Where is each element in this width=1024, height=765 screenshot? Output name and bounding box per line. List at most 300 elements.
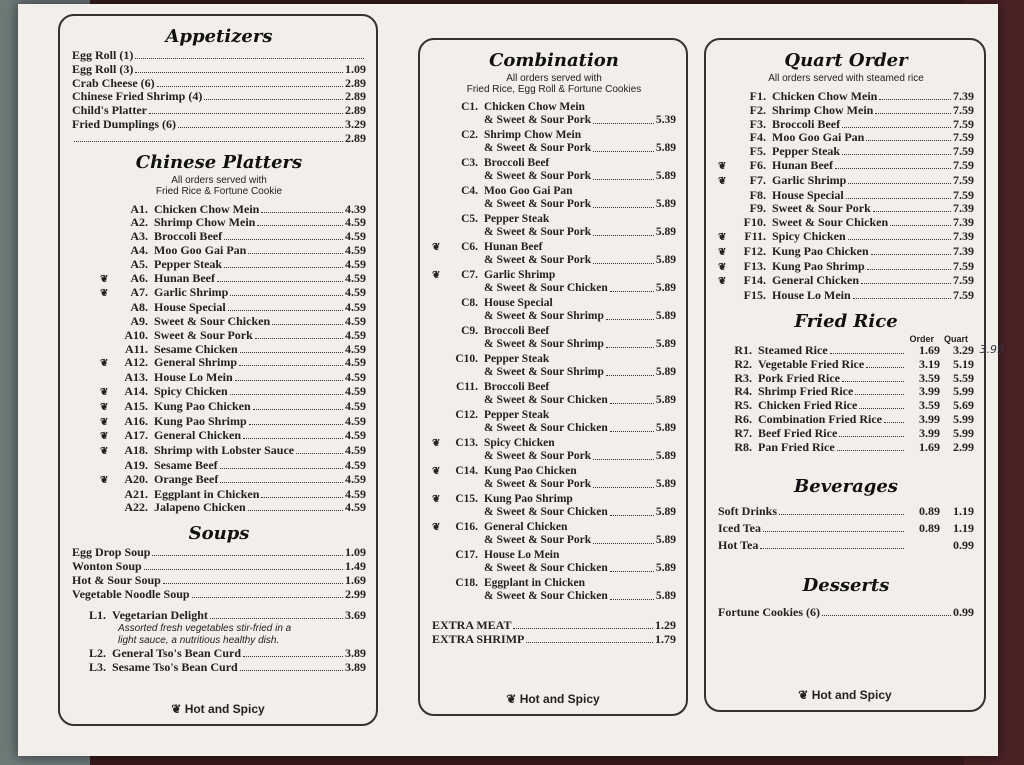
dot-leader	[135, 58, 364, 59]
item-price: 1.49	[345, 558, 366, 573]
item-code: A12.	[124, 355, 148, 370]
menu-item	[100, 459, 366, 473]
item-name: Combination Fried Rice	[758, 411, 882, 426]
dot-leader	[239, 365, 343, 366]
item-name: Vegetarian Delight	[112, 608, 208, 623]
handwritten-note: 3.99	[979, 343, 1004, 356]
fried-rice-title: Fried Rice	[794, 310, 898, 332]
dot-leader	[144, 569, 343, 570]
item-price: 3.89	[345, 659, 366, 674]
menu-item	[718, 505, 974, 519]
item-price: 2.89	[345, 89, 366, 104]
item-price: 7.39	[953, 89, 974, 103]
item-code: C13.	[455, 437, 478, 449]
item-code: L2.	[88, 646, 106, 661]
pepper-icon: ❦	[100, 386, 109, 398]
dot-leader	[249, 424, 343, 425]
item-price: 2.89	[345, 103, 366, 118]
menu-item	[718, 344, 974, 358]
item-code: C10.	[455, 353, 478, 365]
dot-leader	[526, 642, 653, 643]
item-name: Orange Beef	[154, 471, 219, 486]
dot-leader	[884, 422, 904, 423]
combo-line-main	[432, 325, 676, 338]
pepper-icon: ❦	[100, 474, 109, 486]
item-code: F15.	[743, 288, 766, 303]
item-name: Egg Roll (1)	[72, 48, 134, 62]
item-price: 7.59	[953, 172, 974, 187]
item-name: Broccoli Beef	[484, 325, 550, 337]
pepper-icon	[432, 157, 446, 170]
combo-line-side	[432, 170, 676, 183]
item-name: Pepper Steak	[772, 144, 841, 159]
item-code: F6.	[749, 157, 766, 172]
combo-item	[432, 129, 676, 155]
dot-leader	[610, 422, 654, 432]
combo-line-main	[432, 437, 676, 450]
item-name: Sweet & Sour Pork	[772, 201, 871, 216]
item-price: 4.59	[345, 285, 366, 300]
dot-leader	[842, 127, 951, 128]
item-name: Pepper Steak	[484, 409, 550, 421]
menu-item	[72, 90, 366, 104]
item-code: C6.	[461, 241, 478, 253]
item-code: A8.	[130, 300, 148, 315]
dot-leader	[610, 506, 654, 516]
pepper-icon: ❦	[798, 688, 809, 702]
item-price: 1.29	[655, 618, 676, 632]
item-price: 4.39	[345, 201, 366, 216]
item-code: A9.	[130, 313, 148, 328]
item-name: Broccoli Beef	[154, 229, 223, 244]
combination-title: Combination	[489, 50, 619, 71]
item-price: 5.89	[655, 310, 676, 322]
item-code: L3.	[88, 659, 106, 674]
dot-leader	[255, 338, 343, 339]
item-name: Hunan Beef	[154, 270, 216, 285]
item-code: C4.	[461, 185, 478, 197]
item-price: 5.89	[655, 198, 676, 210]
item-price: 7.59	[953, 258, 974, 273]
item-code: A18.	[124, 443, 148, 458]
menu-item	[718, 245, 974, 260]
dot-leader	[842, 154, 951, 155]
menu-item	[100, 400, 366, 415]
item-price: 7.59	[953, 273, 974, 288]
item-name: Shrimp Fried Rice	[758, 384, 854, 399]
item-name: Kung Pao Shrimp	[484, 493, 573, 505]
item-name: House Lo Mein	[772, 288, 851, 303]
pepper-icon: ❦	[100, 358, 109, 370]
quart-list	[718, 90, 974, 303]
fried-rice-list	[718, 344, 974, 454]
item-price: 4.59	[345, 413, 366, 428]
quart-title: Quart Order	[784, 50, 908, 71]
item-side: & Sweet & Sour Shrimp	[484, 310, 604, 322]
item-name: General Chicken	[772, 273, 859, 288]
specials-list	[72, 609, 366, 674]
item-price: 5.89	[655, 478, 676, 490]
menu-item	[718, 202, 974, 216]
item-name: Broccoli Beef	[484, 157, 550, 169]
menu-item	[100, 286, 366, 301]
item-price: 4.59	[345, 270, 366, 285]
item-name: House Special	[484, 297, 553, 309]
menu-item	[100, 203, 366, 217]
desserts-list	[718, 606, 974, 620]
combo-item	[432, 325, 676, 351]
dot-leader	[890, 225, 951, 226]
item-name: Pan Fried Rice	[758, 439, 835, 454]
pepper-icon	[432, 325, 446, 338]
item-price: 4.59	[345, 256, 366, 271]
item-price-quart: 5.59	[953, 370, 974, 385]
item-name: General Tso's Bean Curd	[112, 646, 242, 661]
dot-leader	[261, 212, 343, 213]
pepper-icon: ❦	[100, 446, 109, 458]
dot-leader	[257, 225, 343, 226]
item-name: Soft Drinks	[718, 504, 778, 519]
item-price: 2.89	[345, 75, 366, 90]
combo-item	[432, 493, 676, 519]
dot-leader	[253, 409, 343, 410]
pepper-icon	[432, 381, 446, 394]
menu-item	[718, 230, 974, 245]
item-price: 4.59	[345, 242, 366, 257]
pepper-icon: ❦	[718, 246, 727, 258]
pepper-icon	[432, 185, 446, 198]
item-price: 1.79	[655, 631, 676, 646]
menu-item	[718, 358, 974, 372]
item-name: Eggplant in Chicken	[484, 577, 585, 589]
combo-item	[432, 549, 676, 575]
item-name: Kung Pao Chicken	[772, 243, 869, 258]
combo-line-side	[432, 534, 676, 547]
item-price: 5.89	[655, 142, 676, 154]
combo-item	[432, 465, 676, 491]
menu-item	[100, 244, 366, 258]
item-side: & Sweet & Sour Pork	[484, 198, 592, 210]
item-price: 4.59	[345, 313, 366, 328]
menu-item	[718, 413, 974, 427]
combo-line-side	[432, 226, 676, 239]
legend	[60, 702, 376, 716]
combo-line-main	[432, 521, 676, 534]
quart-subtitle: All orders served with steamed rice	[768, 73, 924, 84]
item-code: A13.	[124, 370, 148, 385]
item-price: 5.89	[655, 226, 676, 238]
dot-leader	[866, 367, 904, 368]
pepper-icon	[432, 577, 446, 590]
combo-line-main	[432, 381, 676, 394]
combo-line-main	[432, 185, 676, 198]
item-code: A4.	[130, 242, 148, 257]
item-name: Wonton Soup	[72, 558, 142, 573]
item-name: Garlic Shrimp	[484, 269, 556, 281]
item-price: 7.59	[953, 288, 974, 303]
menu-item	[100, 488, 366, 502]
item-name: Shrimp Chow Mein	[484, 129, 582, 141]
item-price: 5.89	[655, 170, 676, 182]
item-name: Sweet & Sour Chicken	[772, 215, 889, 230]
item-price: 5.89	[655, 590, 676, 602]
combo-item	[432, 521, 676, 547]
soups-title: Soups	[188, 523, 250, 545]
item-side: & Sweet & Sour Chicken	[484, 282, 608, 294]
item-price-quart: 5.99	[953, 384, 974, 399]
item-side: & Sweet & Sour Chicken	[484, 590, 608, 602]
item-code: R4.	[734, 384, 752, 399]
menu-item	[718, 274, 974, 289]
item-price: 7.59	[953, 187, 974, 202]
left-panel	[58, 14, 378, 726]
menu-item	[72, 588, 366, 602]
item-name: Chicken Chow Mein	[772, 89, 878, 103]
dot-leader	[835, 168, 951, 169]
dot-leader	[830, 353, 904, 354]
item-price: 5.39	[655, 114, 676, 126]
menu-item	[72, 609, 366, 623]
item-name: House Special	[154, 300, 226, 315]
item-side: & Sweet & Sour Pork	[484, 170, 592, 182]
combo-line-side	[432, 282, 676, 295]
combo-line-main	[432, 129, 676, 142]
dot-leader	[152, 555, 343, 556]
item-code: F10.	[743, 215, 766, 230]
dot-leader	[861, 283, 951, 284]
dot-leader	[871, 254, 951, 255]
menu-item	[432, 633, 676, 647]
item-code: F2.	[749, 102, 766, 117]
item-code: A11.	[124, 341, 148, 356]
item-price-quart: 5.69	[953, 398, 974, 413]
combo-item	[432, 213, 676, 239]
item-code: A15.	[124, 398, 148, 413]
item-code: C18.	[455, 577, 478, 589]
legend-text: Hot and Spicy	[811, 688, 892, 702]
menu-item	[72, 560, 366, 574]
pepper-icon: ❦	[432, 438, 441, 449]
menu-item	[72, 546, 366, 560]
menu-item	[72, 647, 366, 661]
item-name: Kung Pao Shrimp	[772, 258, 865, 273]
combo-line-main	[432, 409, 676, 422]
pepper-icon: ❦	[718, 175, 727, 187]
item-name: Hunan Beef	[772, 157, 834, 172]
item-code: C5.	[461, 213, 478, 225]
pepper-icon	[432, 353, 446, 366]
item-side: & Sweet & Sour Pork	[484, 142, 592, 154]
item-name: EXTRA SHRIMP	[432, 631, 525, 646]
item-code: C9.	[461, 325, 478, 337]
item-name: Jalapeno Chicken	[154, 500, 246, 515]
item-name: Crab Cheese (6)	[72, 75, 155, 90]
combo-line-side	[432, 142, 676, 155]
item-price-order: 1.69	[919, 342, 940, 357]
dot-leader	[842, 381, 904, 382]
menu-item	[72, 104, 366, 118]
menu-item	[100, 356, 366, 371]
item-price: 7.59	[953, 116, 974, 131]
item-price: 3.89	[345, 646, 366, 661]
item-name: Hunan Beef	[484, 241, 543, 253]
item-code: C7.	[461, 269, 478, 281]
menu-item	[718, 159, 974, 174]
item-code: A22.	[124, 500, 148, 515]
item-code: A16.	[124, 413, 148, 428]
combo-line-main	[432, 465, 676, 478]
item-code: R8.	[734, 439, 752, 454]
combo-line-side	[432, 198, 676, 211]
combo-item	[432, 157, 676, 183]
item-price: 4.59	[345, 383, 366, 398]
item-price-quart: 5.99	[953, 425, 974, 440]
menu-item	[100, 216, 366, 230]
item-price-order: 3.99	[919, 425, 940, 440]
dot-leader	[235, 380, 343, 381]
beverages-list	[718, 505, 974, 552]
item-code: C16.	[455, 521, 478, 533]
item-price: 3.29	[345, 116, 366, 131]
item-price: 3.69	[345, 608, 366, 623]
item-price: 1.09	[345, 545, 366, 560]
dot-leader	[593, 534, 654, 544]
item-name: Chicken Fried Rice	[758, 398, 858, 413]
dot-leader	[848, 239, 951, 240]
item-name: Shrimp Chow Mein	[154, 215, 256, 230]
item-price: 4.59	[345, 355, 366, 370]
item-price: 4.59	[345, 443, 366, 458]
dot-leader	[224, 267, 343, 268]
menu-item	[100, 371, 366, 385]
item-code: A6.	[130, 270, 148, 285]
item-name: Steamed Rice	[758, 342, 828, 357]
item-name: Kung Pao Chicken	[484, 465, 577, 477]
menu-item	[100, 258, 366, 272]
item-name: EXTRA MEAT	[432, 618, 512, 632]
item-name: Garlic Shrimp	[772, 172, 847, 187]
combo-line-main	[432, 297, 676, 310]
dot-leader	[240, 352, 343, 353]
dot-leader	[610, 562, 654, 572]
item-code: C15.	[455, 493, 478, 505]
dot-leader	[135, 72, 343, 73]
soups-list	[72, 546, 366, 601]
menu-item	[100, 301, 366, 315]
menu-item	[100, 415, 366, 430]
item-name: Pork Fried Rice	[758, 370, 840, 385]
dot-leader	[610, 394, 654, 404]
menu-item	[100, 385, 366, 400]
dot-leader	[220, 482, 343, 483]
appetizers-title: Appetizers	[165, 26, 273, 47]
item-code: F9.	[749, 201, 766, 216]
menu-item	[72, 77, 366, 91]
item-price-quart: 5.19	[953, 356, 974, 371]
combo-line-side	[432, 478, 676, 491]
combo-line-side	[432, 338, 676, 351]
item-code: C11.	[455, 381, 478, 393]
item-price: 7.39	[953, 243, 974, 258]
item-side: & Sweet & Sour Chicken	[484, 422, 608, 434]
item-name: Broccoli Beef	[772, 116, 841, 131]
combo-item	[432, 297, 676, 323]
item-code: F13.	[743, 258, 766, 273]
item-price-order: 0.89	[919, 521, 940, 536]
pepper-icon: ❦	[100, 431, 109, 443]
item-side: & Sweet & Sour Pork	[484, 534, 592, 546]
menu-item	[72, 118, 366, 132]
legend-text: Hot and Spicy	[519, 692, 600, 706]
item-price-quart: 3.29	[953, 342, 974, 357]
item-price: 4.59	[345, 341, 366, 356]
item-price: 4.59	[345, 327, 366, 342]
menu-sheet	[18, 4, 1004, 756]
item-name: Spicy Chicken	[154, 383, 228, 398]
item-code: R7.	[734, 425, 752, 440]
item-name: Kung Pao Chicken	[154, 398, 251, 413]
item-code: C12.	[455, 409, 478, 421]
combo-line-side	[432, 422, 676, 435]
item-code: R1.	[734, 342, 752, 357]
pepper-icon: ❦	[718, 231, 727, 243]
item-side: & Sweet & Sour Pork	[484, 114, 592, 126]
combo-line-main	[432, 577, 676, 590]
dot-leader	[606, 310, 654, 320]
dot-leader	[261, 497, 343, 498]
item-name: Shrimp Chow Mein	[772, 102, 874, 117]
combo-line-side	[432, 254, 676, 267]
dot-leader	[272, 324, 343, 325]
dot-leader	[593, 226, 654, 236]
item-price: 7.39	[953, 215, 974, 230]
dot-leader	[296, 453, 343, 454]
item-code: F8.	[749, 187, 766, 202]
pepper-icon: ❦	[432, 270, 441, 281]
dot-leader	[593, 114, 654, 124]
dot-leader	[593, 198, 654, 208]
menu-item	[718, 606, 974, 620]
menu-item	[432, 619, 676, 633]
item-code: F4.	[749, 130, 766, 145]
item-code: A17.	[124, 428, 148, 443]
dot-leader	[163, 583, 343, 584]
item-code: A10.	[124, 327, 148, 342]
item-code: F5.	[749, 144, 766, 159]
col-quart: Quart	[943, 333, 968, 344]
combo-item	[432, 101, 676, 127]
pepper-icon	[432, 409, 446, 422]
menu-item	[100, 315, 366, 329]
combo-item	[432, 437, 676, 463]
item-price: 5.89	[655, 338, 676, 350]
dot-leader	[866, 140, 951, 141]
item-name: Kung Pao Shrimp	[154, 413, 247, 428]
dot-leader	[822, 615, 951, 616]
item-name: Sesame Chicken	[154, 341, 238, 356]
item-name: Sesame Beef	[154, 457, 218, 472]
item-name: General Chicken	[154, 428, 241, 443]
menu-item	[72, 661, 366, 675]
combo-line-side	[432, 366, 676, 379]
item-price-order: 3.19	[919, 356, 940, 371]
item-name: Child's Platter	[72, 103, 147, 118]
item-name: Shrimp with Lobster Sauce	[154, 443, 295, 458]
pepper-icon: ❦	[718, 261, 727, 273]
menu-item	[72, 63, 366, 77]
dot-leader	[875, 113, 951, 114]
item-name: Moo Goo Gai Pan	[154, 242, 247, 257]
